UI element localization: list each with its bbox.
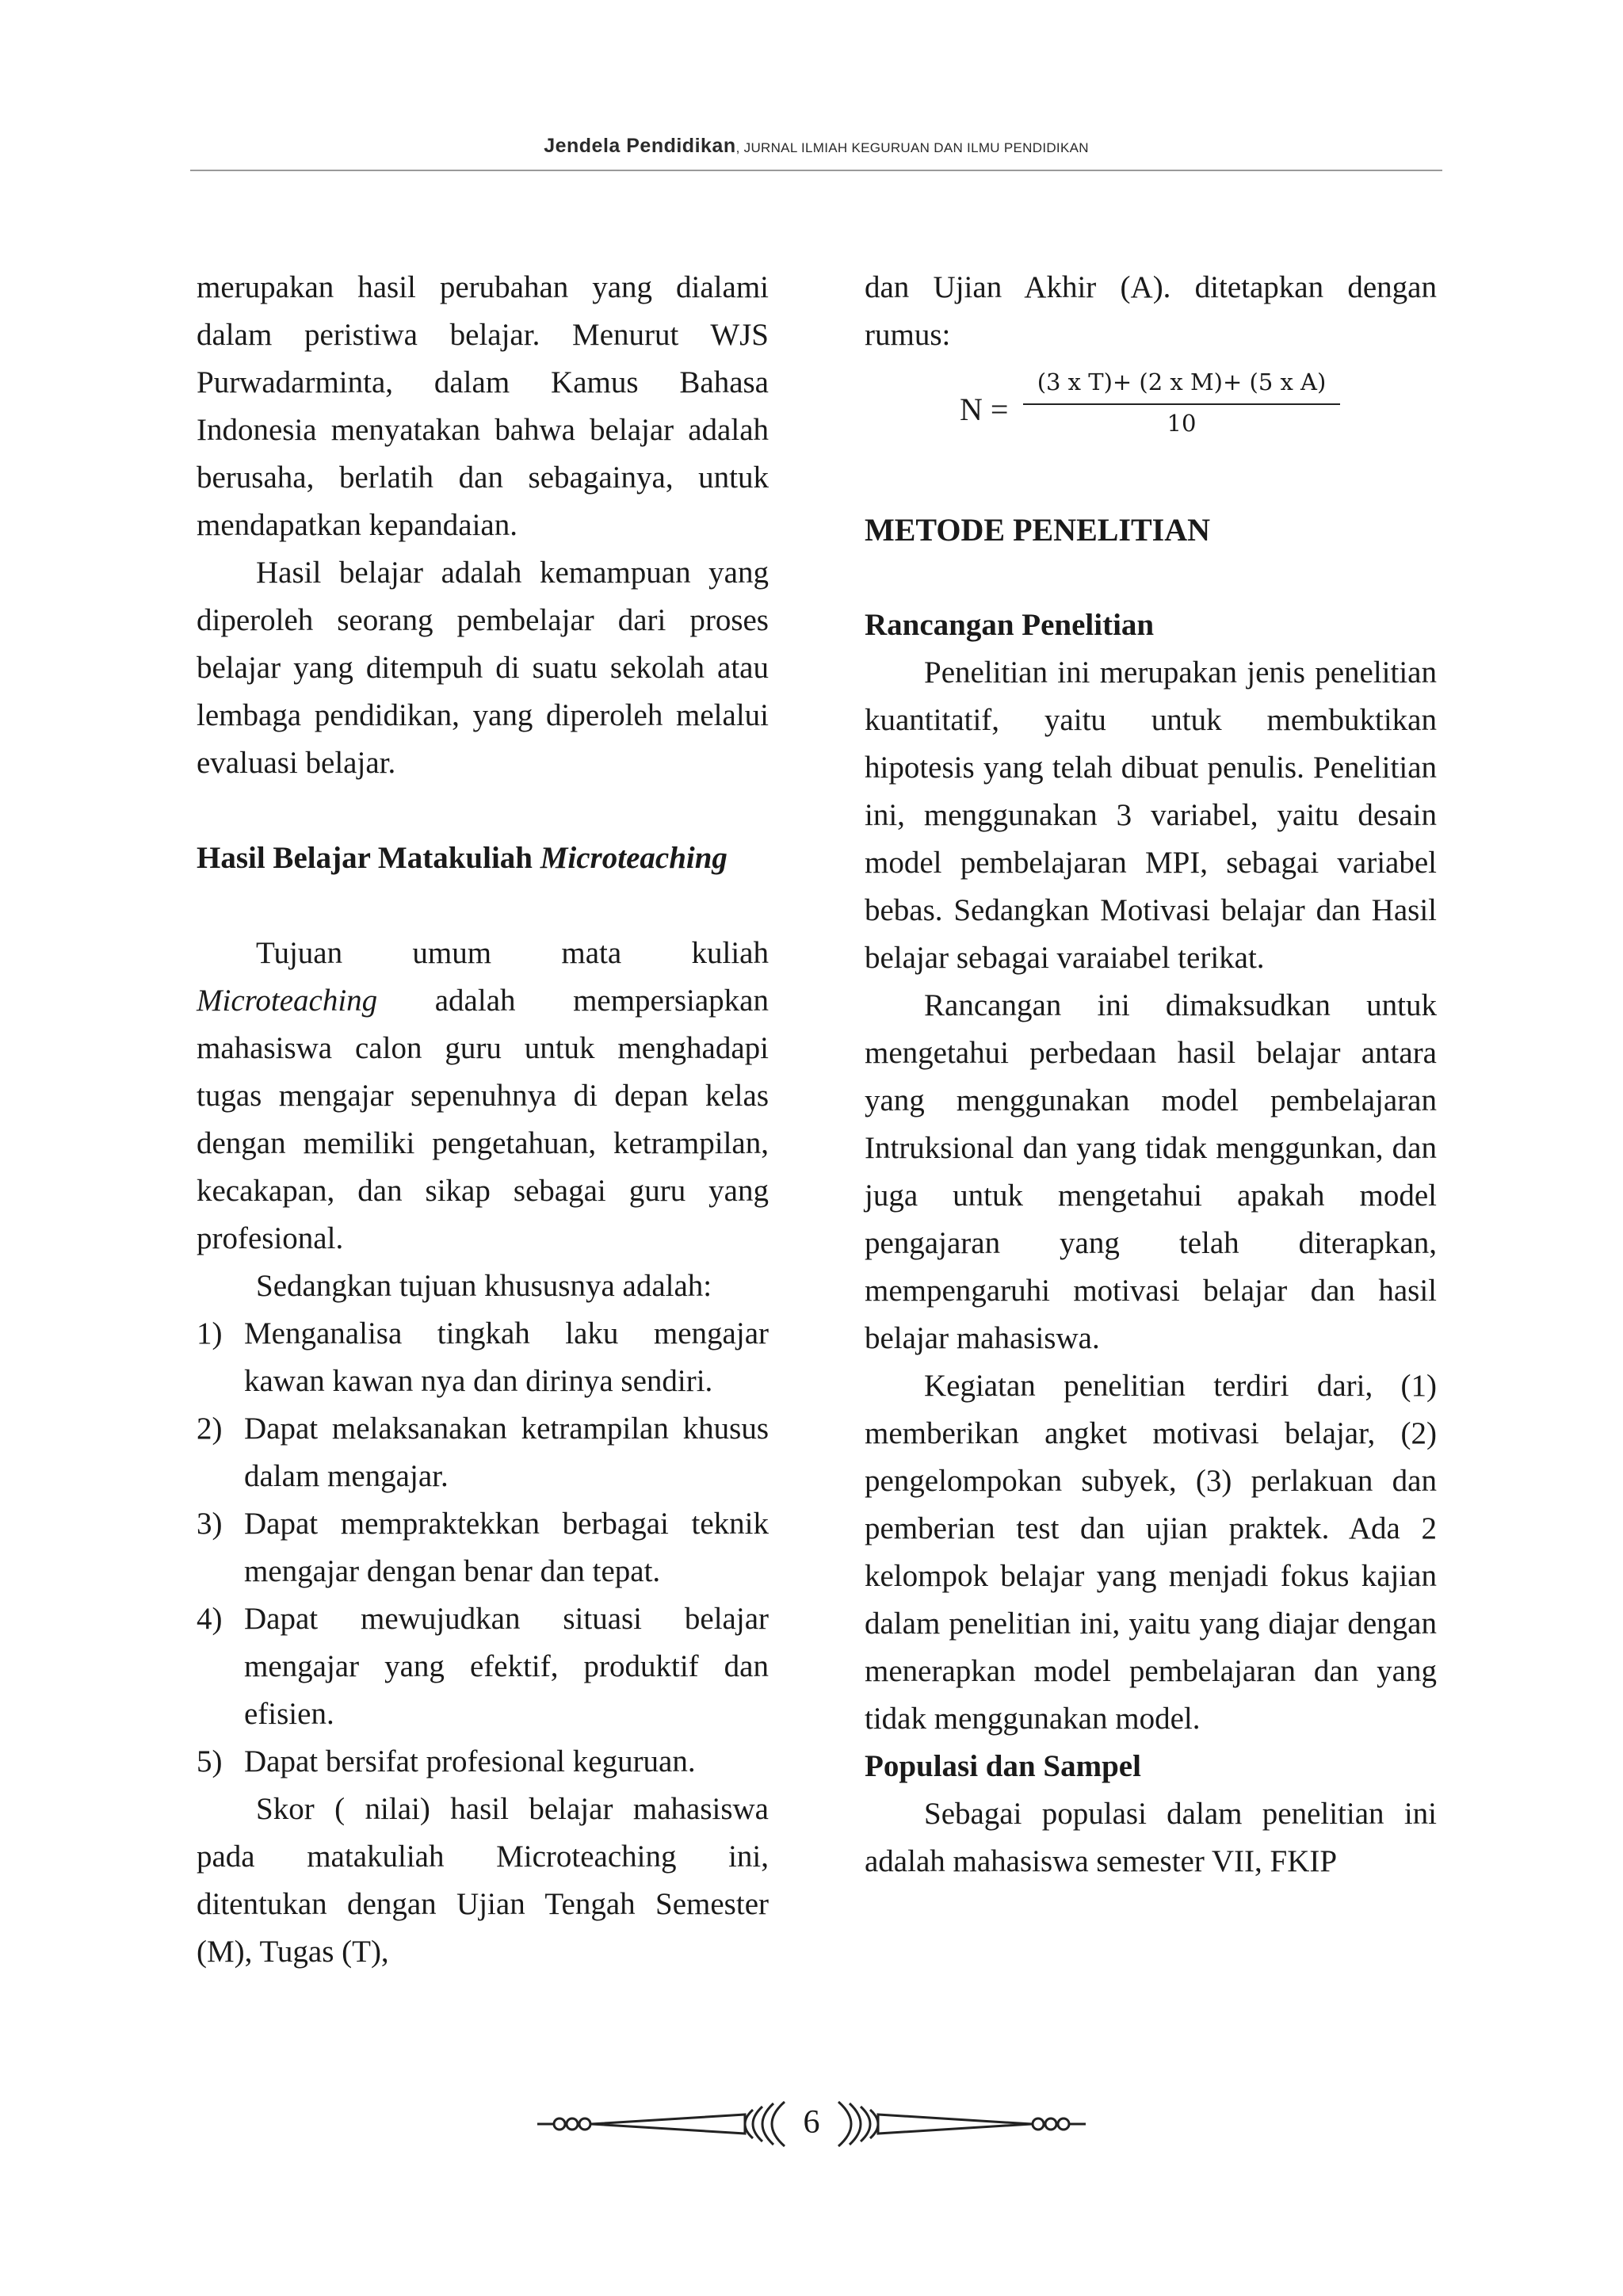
objectives-list — [197, 1310, 769, 1786]
page-footer — [0, 2092, 1623, 2156]
paragraph-rumus: dan Ujian Akhir (A). ditetapkan dengan rumus: — [865, 270, 1437, 352]
formula-denominator: 10 — [1167, 410, 1197, 437]
subsection-heading-rancangan: Rancangan Penelitian — [865, 608, 1155, 642]
paragraph-skor: Skor ( nilai) hasil belajar mahasiswa pada matakuliah Microteaching ini, ditentukan dengan Ujian Tengah Semester (M), Tugas (T), — [197, 1792, 769, 1969]
formula-lhs: N = — [960, 392, 1009, 427]
list-item: 1) Menganalisa tingkah laku mengajar kawan kawan nya dan dirinya sendiri. — [197, 1316, 769, 1398]
paragraph-tujuan-khusus: Sedangkan tujuan khususnya adalah: — [256, 1269, 712, 1303]
paragraph-populasi: Sebagai populasi dalam penelitian ini adalah mahasiswa semester VII, FKIP — [865, 1797, 1437, 1878]
subsection-heading-populasi: Populasi dan Sampel — [865, 1749, 1141, 1783]
left-column — [197, 264, 769, 1976]
list-item: 3) Dapat mempraktekkan berbagai teknik mengajar dengan benar dan tepat. — [197, 1507, 769, 1588]
section-heading-metode: METODE PENELITIAN — [865, 512, 1211, 548]
page-number: 6 — [803, 2104, 820, 2141]
running-header — [190, 135, 1442, 158]
list-item: 2) Dapat melaksanakan ketrampilan khusus dalam mengajar. — [197, 1412, 769, 1493]
formula-numerator: (3 x T)+ (2 x M)+ (5 x A) — [1023, 364, 1340, 405]
journal-name: Jendela Pendidikan — [544, 135, 736, 157]
paragraph-kegiatan: Kegiatan penelitian terdiri dari, (1) memberikan angket motivasi belajar, (2) pengelompokan subyek, (3) perlakuan dan pemberian test dan ujian praktek. Ada 2 kelompok belajar yang menjadi fokus kajian dalam penelitian ini, yaitu yang diajar dengan menerapkan model pembelajaran dan yang tidak menggunakan model. — [865, 1369, 1437, 1736]
paragraph-jenis-penelitian: Penelitian ini merupakan jenis penelitian kuantitatif, yaitu untuk membuktikan hipotesis yang telah dibuat penulis. Penelitian ini, menggunakan 3 variabel, yaitu desain model pembelajaran MPI, sebagai variabel bebas. Sedangkan Motivasi belajar dan Hasil belajar sebagai varaiabel terikat. — [865, 655, 1437, 975]
paragraph-intro: merupakan hasil perubahan yang dialami dalam peristiwa belajar. Menurut WJS Purwadarminta, dalam Kamus Bahasa Indonesia menyatakan bahwa belajar adalah berusaha, berlatih dan sebagainya, untuk mendapatkan kepandaian. — [197, 270, 769, 542]
paragraph-hasil-belajar: Hasil belajar adalah kemampuan yang diperoleh seorang pembelajar dari proses belajar yang ditempuh di suatu sekolah atau lembaga pendidikan, yang diperoleh melalui evaluasi belajar. — [197, 556, 769, 780]
header-rule — [190, 170, 1442, 171]
list-item: 5) Dapat bersifat profesional keguruan. — [197, 1744, 696, 1778]
right-column — [865, 264, 1437, 1885]
paragraph-rancangan: Rancangan ini dimaksudkan untuk mengetahui perbedaan hasil belajar antara yang menggunakan model pembelajaran Intruksional dan yang tidak menggunkan, dan juga untuk mengetahui apakah model pengajaran yang telah diterapkan, mempengaruhi motivasi belajar dan hasil belajar mahasiswa. — [865, 988, 1437, 1355]
journal-subtitle: , JURNAL ILMIAH KEGURUAN DAN ILMU PENDIDIKAN — [735, 140, 1089, 155]
section-heading-hasil-belajar: Hasil Belajar Matakuliah Microteaching — [197, 841, 727, 875]
paragraph-tujuan-umum: Tujuan umum mata kuliah Microteaching adalah mempersiapkan mahasiswa calon guru untuk menghadapi tugas mengajar sepenuhnya di depan kelas dengan memiliki pengetahuan, ketrampilan, kecakapan, dan sikap sebagai guru yang profesional. — [197, 936, 769, 1255]
formula-fraction — [1023, 364, 1340, 441]
list-item: 4) Dapat mewujudkan situasi belajar mengajar yang efektif, produktif dan efisien. — [197, 1602, 769, 1731]
score-formula — [865, 364, 1437, 459]
